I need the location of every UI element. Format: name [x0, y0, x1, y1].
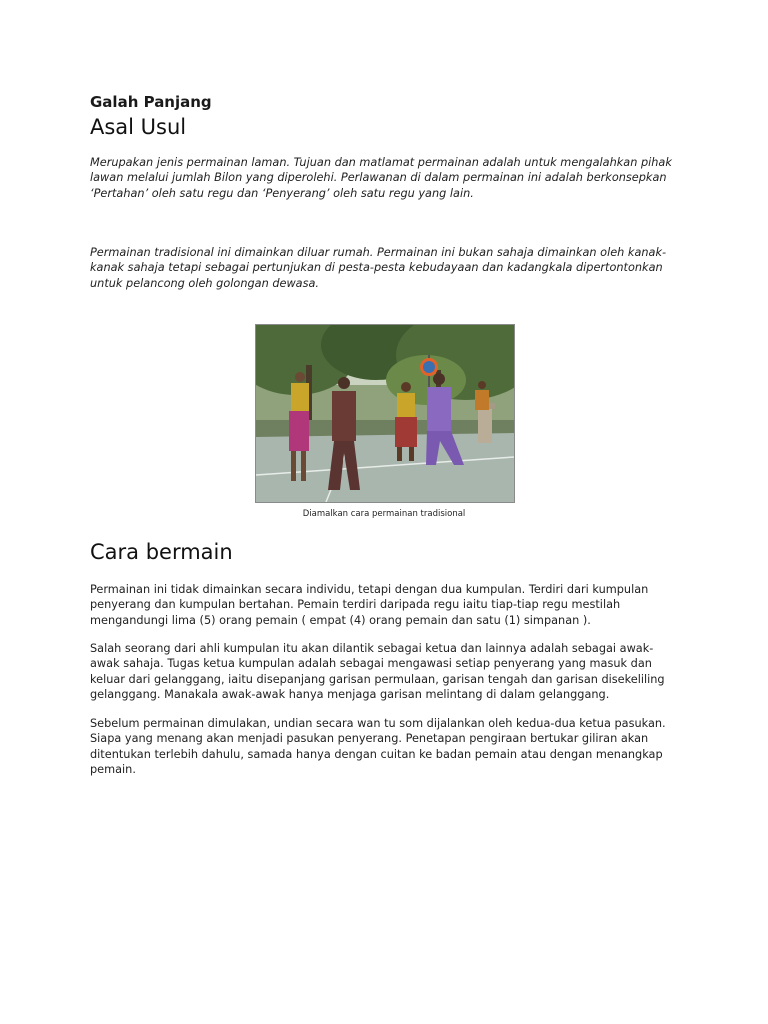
paragraph: Permainan ini tidak dimainkan secara individu, tetapi dengan dua kumpulan. Terdiri dari kumpulan penyerang dan kumpulan bertahan. Pemain terdiri daripada regu iaitu tiap-tiap regu mestilah mengandungi lima (5) orang pemain ( empat (4) orang pemain dan satu (1) simpanan ). [90, 583, 649, 627]
paragraph: Salah seorang dari ahli kumpulan itu akan dilantik sebagai ketua dan lainnya adalah sebagai awak-awak sahaja. Tugas ketua kumpulan adalah sebagai mengawasi setiap penyerang yang masuk dan keluar dari gelanggang, iaitu disepanjang garisan permulaan, garisan tengah dan garisan disekeliling gelanggang. Manakala awak-awak hanya menjaga garisan melintang di dalam gelanggang. [90, 642, 665, 701]
figure-caption: Diamalkan cara permainan tradisional [302, 509, 466, 519]
game-photo [255, 324, 515, 503]
document-title: Galah Panjang [90, 93, 212, 111]
section-heading-asal-usul: Asal Usul [90, 115, 187, 139]
section-heading-cara-bermain: Cara bermain [90, 540, 233, 564]
paragraph: Permainan tradisional ini dimainkan diluar rumah. Permainan ini bukan sahaja dimainkan oleh kanak-kanak sahaja tetapi sebagai pertunjukan di pesta-pesta kebudayaan dan kadangkala dipertontonkan untuk pelancong oleh golongan dewasa. [90, 246, 667, 290]
paragraph: Sebelum permainan dimulakan, undian secara wan tu som dijalankan oleh kedua-dua ketua pasukan. Siapa yang menang akan menjadi pasukan penyerang. Penetapan pengiraan bertukar giliran akan ditentukan terlebih dahulu, samada hanya dengan cuitan ke badan pemain atau dengan menangkap pemain. [90, 717, 666, 776]
paragraph: Merupakan jenis permainan laman. Tujuan dan matlamat permainan adalah untuk mengalahkan pihak lawan melalui jumlah Bilon yang diperolehi. Perlawanan di dalam permainan ini adalah berkonsepkan ‘Pertahan’ oleh satu regu dan ‘Penyerang’ oleh satu regu yang lain. [90, 156, 672, 200]
